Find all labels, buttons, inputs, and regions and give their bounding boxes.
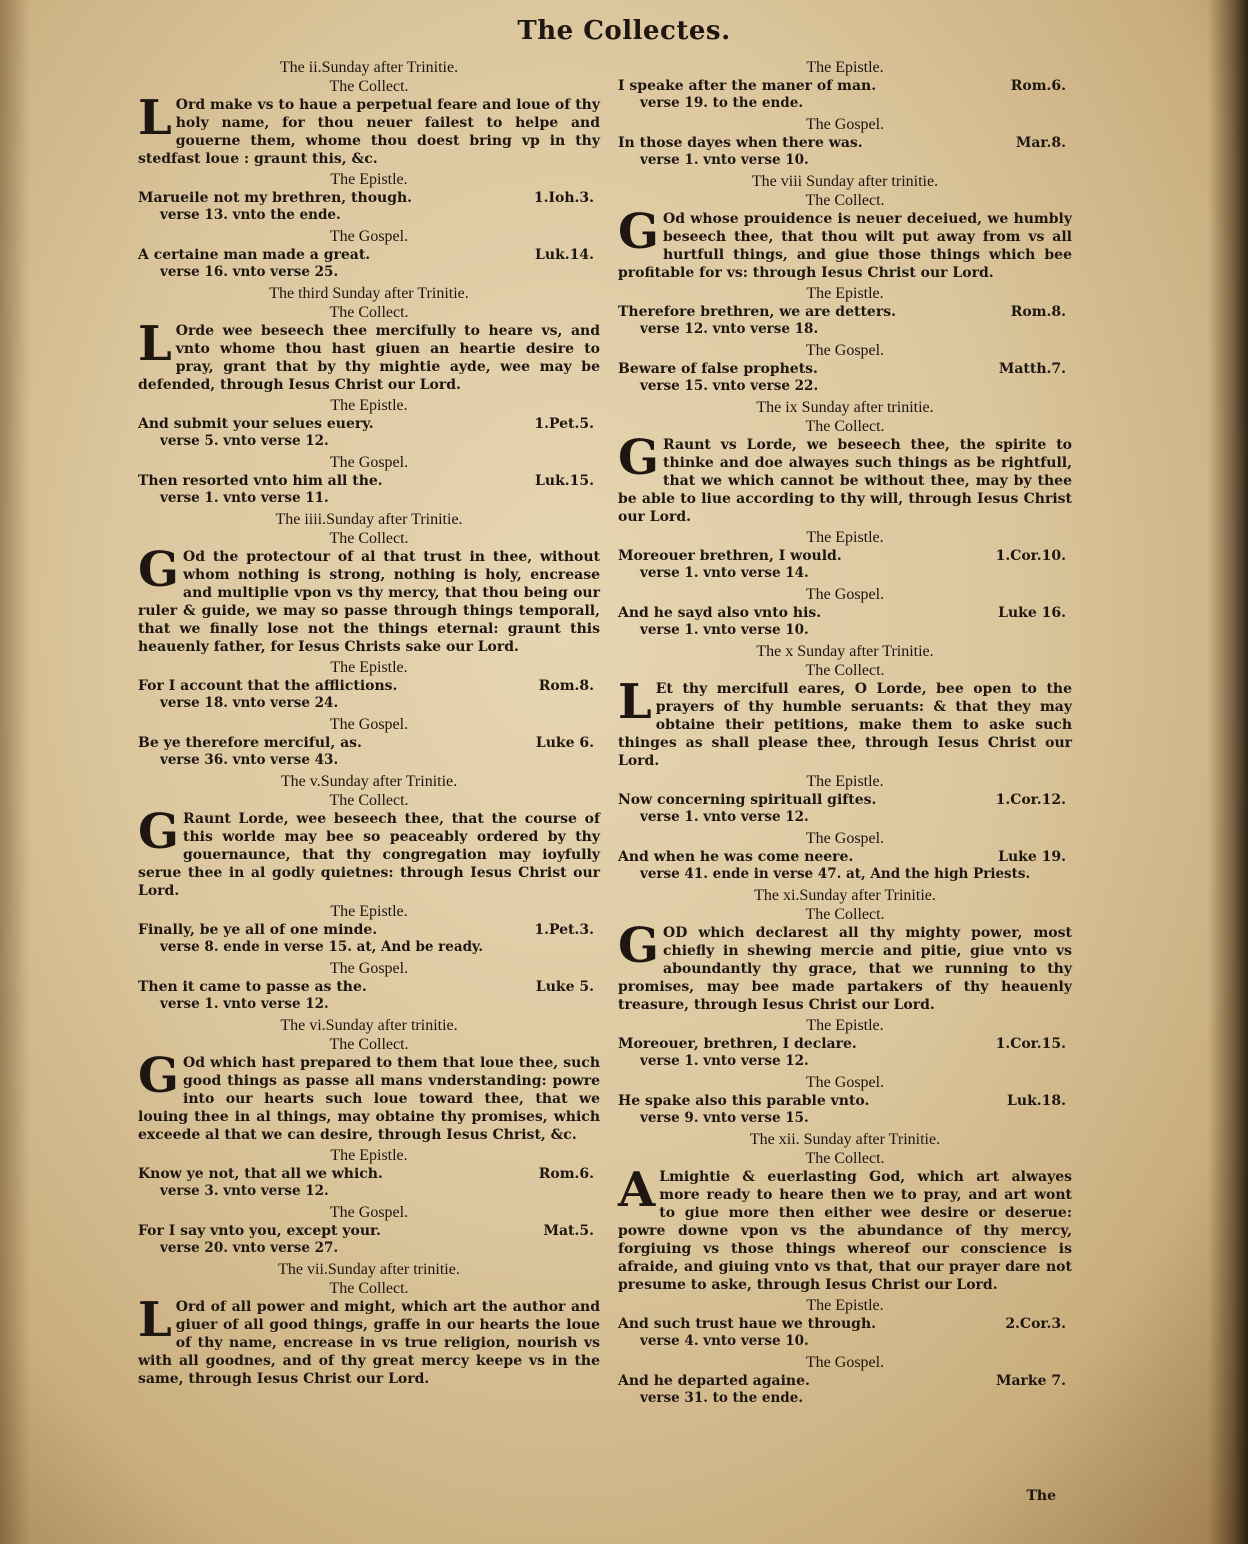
gospel-verses: verse 15. vnto verse 22. — [640, 378, 819, 394]
gospel-verses: verse 31. to the ende. — [640, 1390, 804, 1406]
right-column — [618, 58, 1072, 1410]
gospel-incipit-line — [618, 360, 1072, 378]
gospel-reference: Luke 16. — [998, 605, 1066, 621]
gospel-reference: Luk.18. — [1007, 1093, 1066, 1109]
epistle-incipit: And such trust haue we through. — [618, 1316, 877, 1332]
epistle-incipit-line — [138, 415, 600, 433]
epistle-heading: The Epistle. — [330, 171, 408, 188]
gospel-incipit: Then resorted vnto him all the. — [138, 473, 383, 489]
gospel-incipit-line — [618, 848, 1072, 866]
epistle-reference: 1.Ioh.3. — [533, 190, 594, 206]
epistle-incipit: Marueile not my brethren, though. — [138, 190, 413, 206]
catchword: The — [1026, 1488, 1056, 1504]
gospel-incipit-line — [138, 734, 600, 752]
collect-text: LOrd of all power and might, which art the author and giuer of all good things, graffe in our hearts the loue of thy name, encrease in vs true religion, nourish vs with all goodnes, and of thy great mercy keepe vs in the same, through Iesus Christ our Lord. — [138, 1292, 600, 1387]
gospel-incipit-line — [138, 246, 600, 264]
gospel-verses: verse 1. vnto verse 11. — [160, 490, 329, 506]
collect-text: GRaunt Lorde, wee beseech thee, that the course of this worlde may bee so peaceably ordered by thy gouernaunce, that thy congregation may ioyfully serue thee in al godly quietnes: through Iesus Christ our Lord. — [138, 804, 600, 899]
epistle-incipit: Therefore brethren, we are detters. — [618, 304, 896, 320]
epistle-heading: The Epistle. — [806, 773, 884, 790]
sunday-section — [138, 772, 600, 1013]
sunday-heading: The x Sunday after Trinitie. — [756, 643, 934, 660]
page-shadow-left — [0, 0, 30, 1544]
sunday-heading: The vii.Sunday after trinitie. — [278, 1261, 460, 1278]
sunday-heading: The third Sunday after Trinitie. — [269, 285, 469, 302]
epistle-verses: verse 1. vnto verse 12. — [640, 809, 809, 825]
gospel-verses: verse 9. vnto verse 15. — [640, 1110, 809, 1126]
epistle-heading: The Epistle. — [806, 59, 884, 76]
epistle-incipit-line — [618, 303, 1072, 321]
collect-heading: The Collect. — [805, 1150, 885, 1167]
epistle-incipit-line — [618, 1315, 1072, 1333]
gospel-incipit-line — [618, 604, 1072, 622]
collect-heading: The Collect. — [329, 78, 409, 95]
epistle-verses: verse 18. vnto verse 24. — [160, 695, 339, 711]
gospel-verses: verse 41. ende in verse 47. at, And the high Priests. — [640, 866, 1031, 882]
gospel-incipit: He spake also this parable vnto. — [618, 1093, 870, 1109]
collect-text: LOrde wee beseech thee mercifully to heare vs, and vnto whome thou hast giuen an heartie desire to pray, grant that by thy mightie ayde, wee may be defended, through Iesus Christ our Lord. — [138, 316, 600, 393]
collect-text: LOrd make vs to haue a perpetual feare and loue of thy holy name, for thou neuer failest to helpe and gouerne them, whome thou doest bring vp in thy stedfast loue : graunt this, &c. — [138, 90, 600, 167]
epistle-verses: verse 3. vnto verse 12. — [160, 1183, 329, 1199]
epistle-reference: 1.Pet.3. — [534, 922, 594, 938]
gospel-heading: The Gospel. — [805, 1074, 885, 1091]
epistle-heading: The Epistle. — [330, 903, 408, 920]
gospel-heading: The Gospel. — [805, 830, 885, 847]
collect-text: LEt thy mercifull eares, O Lorde, bee open to the prayers of thy humble seruants: & that they may obtaine their petitions, make them to aske such thinges as shall please thee, through Iesus Christ our Lord. — [618, 674, 1072, 769]
gospel-incipit: In those dayes when there was. — [618, 135, 863, 151]
gospel-incipit: And he departed againe. — [618, 1373, 810, 1389]
left-column — [138, 58, 600, 1390]
gospel-heading: The Gospel. — [329, 1204, 409, 1221]
gospel-incipit-line — [618, 1092, 1072, 1110]
epistle-heading: The Epistle. — [806, 1297, 884, 1314]
sunday-heading: The xii. Sunday after Trinitie. — [749, 1131, 941, 1148]
sunday-section — [618, 398, 1072, 639]
gospel-heading: The Gospel. — [329, 960, 409, 977]
collect-heading: The Collect. — [329, 304, 409, 321]
gospel-verses: verse 16. vnto verse 25. — [160, 264, 339, 280]
sunday-heading: The iiii.Sunday after Trinitie. — [275, 511, 463, 528]
gospel-reference: Mar.8. — [1015, 135, 1066, 151]
collect-text: GOd which hast prepared to them that loue thee, such good things as passe all mans vnderstanding: powre into our hearts such loue toward thee, that we louing thee in al things, may obtaine thy promises, which exceede al that we can desire, through Iesus Christ, &c. — [138, 1048, 600, 1143]
gospel-heading: The Gospel. — [805, 586, 885, 603]
gospel-incipit-line — [138, 472, 600, 490]
sunday-section — [618, 886, 1072, 1127]
gospel-reference: Marke 7. — [995, 1373, 1066, 1389]
epistle-heading: The Epistle. — [806, 285, 884, 302]
collect-heading: The Collect. — [805, 906, 885, 923]
sunday-section — [618, 172, 1072, 395]
gospel-incipit: For I say vnto you, except your. — [138, 1223, 381, 1239]
gospel-reference: Luk.15. — [535, 473, 594, 489]
epistle-incipit-line — [138, 189, 600, 207]
epistle-incipit: Moreouer, brethren, I declare. — [618, 1036, 857, 1052]
epistle-verses: verse 1. vnto verse 14. — [640, 565, 809, 581]
gospel-heading: The Gospel. — [805, 342, 885, 359]
collect-text: ALmightie & euerlasting God, which art alwayes more ready to heare then we to pray, and art wont to giue more then either wee desire or deserue: powre downe vpon vs the abundance of thy mercy, forgiuing vs those things whereof our conscience is afraide, and giuing vnto vs that, that our prayer dare not presume to aske, through Iesus Christ our Lord. — [618, 1162, 1072, 1293]
gospel-reference: Luke 5. — [535, 979, 594, 995]
gospel-verses: verse 20. vnto verse 27. — [160, 1240, 339, 1256]
epistle-verses: verse 8. ende in verse 15. at, And be ready. — [160, 939, 484, 955]
sunday-section — [618, 642, 1072, 883]
epistle-heading: The Epistle. — [806, 529, 884, 546]
sunday-section — [138, 1260, 600, 1388]
epistle-incipit: I speake after the maner of man. — [618, 78, 877, 94]
gospel-heading: The Gospel. — [329, 716, 409, 733]
epistle-reference: Rom.6. — [1010, 78, 1066, 94]
gospel-reference: Matth.7. — [998, 361, 1066, 377]
gospel-reference: Luke 19. — [998, 849, 1066, 865]
epistle-reference: 1.Cor.12. — [995, 792, 1066, 808]
epistle-heading: The Epistle. — [330, 659, 408, 676]
gospel-verses: verse 36. vnto verse 43. — [160, 752, 339, 768]
epistle-incipit: Know ye not, that all we which. — [138, 1166, 383, 1182]
gospel-incipit-line — [138, 978, 600, 996]
gospel-incipit: And he sayd also vnto his. — [618, 605, 822, 621]
epistle-incipit: For I account that the afflictions. — [138, 678, 398, 694]
sunday-heading: The ii.Sunday after Trinitie. — [279, 59, 459, 76]
sunday-heading: The viii Sunday after trinitie. — [751, 173, 939, 190]
collect-text: GOd whose prouidence is neuer deceiued, we humbly beseech thee, that thou wilt put away from vs all hurtfull things, and giue those things which bee profitable for vs: through Iesus Christ our Lord. — [618, 204, 1072, 281]
sunday-heading: The xi.Sunday after Trinitie. — [754, 887, 936, 904]
epistle-heading: The Epistle. — [330, 397, 408, 414]
epistle-heading: The Epistle. — [330, 1147, 408, 1164]
gospel-incipit-line — [138, 1222, 600, 1240]
gospel-incipit-line — [618, 1372, 1072, 1390]
collect-heading: The Collect. — [329, 792, 409, 809]
sunday-heading: The ix Sunday after trinitie. — [756, 399, 934, 416]
epistle-reference: 1.Cor.10. — [995, 548, 1066, 564]
collect-heading: The Collect. — [805, 662, 885, 679]
gospel-reference: Mat.5. — [543, 1223, 594, 1239]
epistle-incipit-line — [618, 791, 1072, 809]
epistle-incipit: Finally, be ye all of one minde. — [138, 922, 378, 938]
gospel-verses: verse 1. vnto verse 12. — [160, 996, 329, 1012]
epistle-incipit-line — [618, 547, 1072, 565]
epistle-verses: verse 5. vnto verse 12. — [160, 433, 329, 449]
epistle-incipit-line — [618, 77, 1072, 95]
epistle-verses: verse 4. vnto verse 10. — [640, 1333, 809, 1349]
epistle-reference: 2.Cor.3. — [1005, 1316, 1066, 1332]
sunday-heading: The vi.Sunday after trinitie. — [280, 1017, 458, 1034]
epistle-verses: verse 13. vnto the ende. — [160, 207, 341, 223]
gospel-incipit-line — [618, 134, 1072, 152]
gospel-heading: The Gospel. — [805, 116, 885, 133]
gospel-incipit: Beware of false prophets. — [618, 361, 818, 377]
collect-text: GOd the protectour of al that trust in thee, without whom nothing is strong, nothing is holy, encrease and multiplie vpon vs thy mercy, that thou being our ruler & guide, we may so passe through things temporall, that we finally lose not the things eternal: graunt this heauenly father, for Iesus Christs sake our Lord. — [138, 542, 600, 655]
gospel-verses: verse 1. vnto verse 10. — [640, 152, 809, 168]
gospel-incipit: Be ye therefore merciful, as. — [138, 735, 362, 751]
sunday-heading: The v.Sunday after Trinitie. — [280, 773, 458, 790]
epistle-reference: 1.Cor.15. — [995, 1036, 1066, 1052]
collect-heading: The Collect. — [329, 530, 409, 547]
epistle-heading: The Epistle. — [806, 1017, 884, 1034]
epistle-incipit-line — [138, 921, 600, 939]
collect-heading: The Collect. — [805, 192, 885, 209]
sunday-section — [138, 510, 600, 769]
sunday-section — [138, 1016, 600, 1257]
gospel-reference: Luk.14. — [535, 247, 594, 263]
epistle-reference: Rom.6. — [538, 1166, 594, 1182]
collect-heading: The Collect. — [329, 1280, 409, 1297]
gospel-incipit: A certaine man made a great. — [138, 247, 371, 263]
sunday-section — [618, 58, 1072, 169]
gospel-reference: Luke 6. — [535, 735, 594, 751]
gospel-incipit: And when he was come neere. — [618, 849, 854, 865]
epistle-reference: 1.Pet.5. — [534, 416, 594, 432]
collect-text: GRaunt vs Lorde, we beseech thee, the spirite to thinke and doe alwayes such things as be rightfull, that we which cannot be without thee, may by thee be able to liue according to thy will, through Iesus Christ our Lord. — [618, 430, 1072, 525]
epistle-incipit: Moreouer brethren, I would. — [618, 548, 842, 564]
epistle-verses: verse 19. to the ende. — [640, 95, 804, 111]
epistle-verses: verse 12. vnto verse 18. — [640, 321, 819, 337]
epistle-reference: Rom.8. — [538, 678, 594, 694]
gospel-heading: The Gospel. — [805, 1354, 885, 1371]
gospel-heading: The Gospel. — [329, 228, 409, 245]
sunday-section — [138, 284, 600, 507]
sunday-section — [138, 58, 600, 281]
collect-heading: The Collect. — [805, 418, 885, 435]
epistle-incipit-line — [138, 1165, 600, 1183]
running-head: The Collectes. — [517, 16, 731, 46]
gospel-incipit: Then it came to passe as the. — [138, 979, 367, 995]
epistle-incipit-line — [138, 677, 600, 695]
gospel-heading: The Gospel. — [329, 454, 409, 471]
epistle-incipit: And submit your selues euery. — [138, 416, 374, 432]
gospel-verses: verse 1. vnto verse 10. — [640, 622, 809, 638]
epistle-verses: verse 1. vnto verse 12. — [640, 1053, 809, 1069]
collect-heading: The Collect. — [329, 1036, 409, 1053]
collect-text: GOD which declarest all thy mighty power, most chiefly in shewing mercie and pitie, giue vnto vs aboundantly thy grace, that we running to thy promises, may bee made partakers of thy heauenly treasure, through Iesus Christ our Lord. — [618, 918, 1072, 1013]
page-gutter-shadow — [1208, 0, 1248, 1544]
epistle-incipit-line — [618, 1035, 1072, 1053]
epistle-reference: Rom.8. — [1010, 304, 1066, 320]
sunday-section — [618, 1130, 1072, 1407]
epistle-incipit: Now concerning spirituall giftes. — [618, 792, 877, 808]
